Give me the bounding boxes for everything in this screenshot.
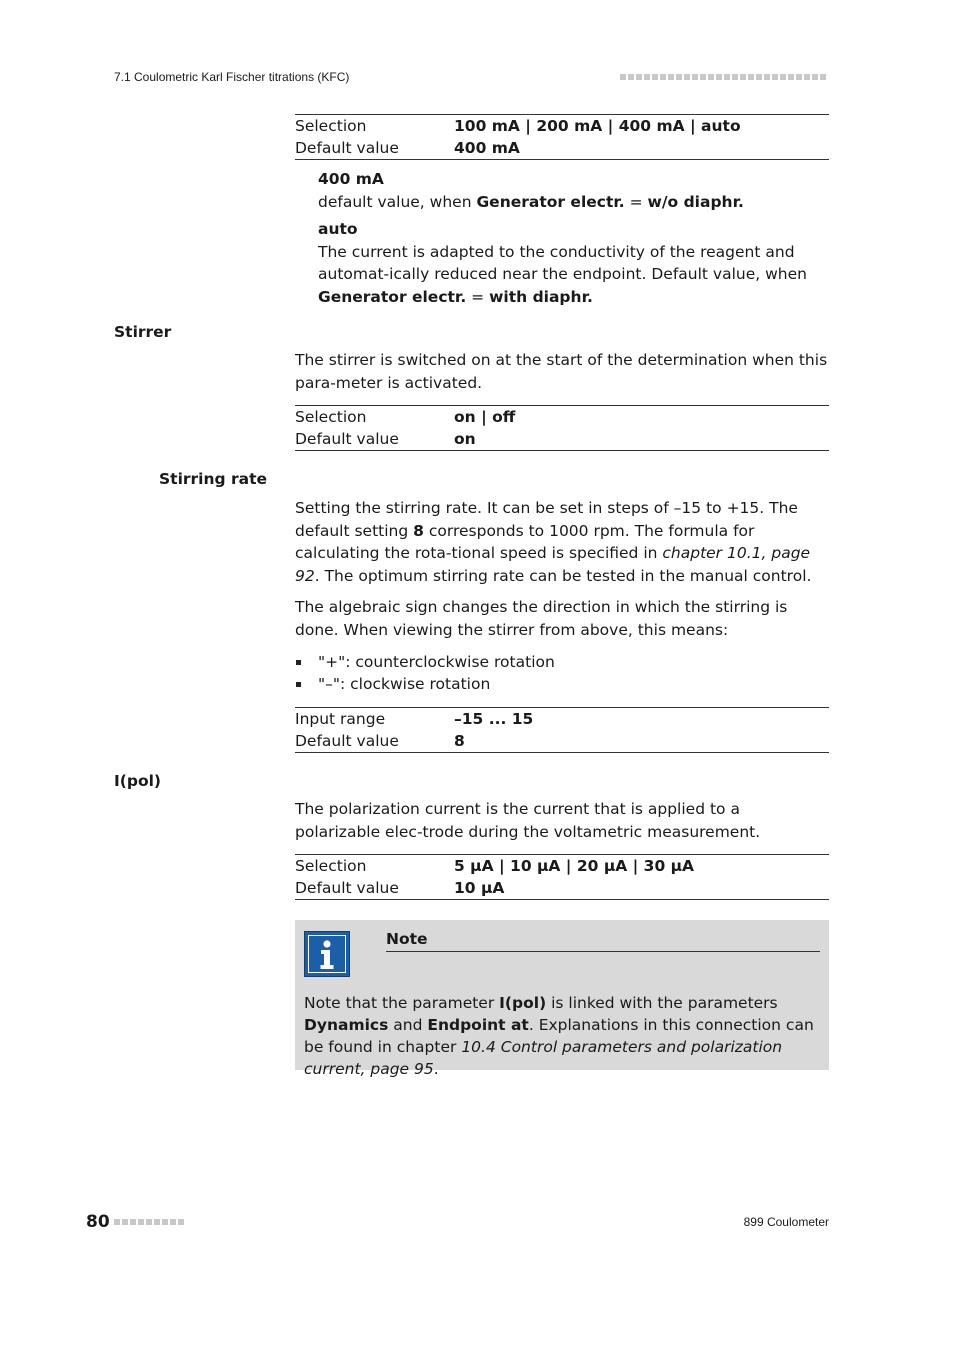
text-run: Setting the stirring rate. It can be set in steps of –15 to +15. The default setting — [295, 499, 798, 540]
stirring-direction-description: The algebraic sign changes the direction in which the stirring is done. When viewing the stirrer from above, this means: — [295, 598, 788, 639]
table-key: Selection — [295, 857, 367, 875]
list-item: "+": counterclockwise rotation — [295, 651, 829, 673]
table-key: Selection — [295, 117, 367, 135]
rotation-list — [295, 651, 829, 695]
text-run: . Explanations in this connection can be found in chapter — [304, 1016, 814, 1056]
ipol-table — [295, 854, 829, 900]
option-name: 400 mA — [318, 170, 384, 188]
section-heading-stirrer: Stirrer — [114, 323, 172, 341]
table-key: Input range — [295, 710, 386, 728]
chapter-reference: 10.4 Control parameters and polarization current, page 95 — [304, 1038, 783, 1078]
text-run: Note that the parameter — [304, 994, 500, 1012]
option-param-value: with diaphr. — [489, 287, 593, 306]
option-eq: = — [466, 287, 490, 306]
header-decoration — [620, 74, 826, 80]
param-name: I(pol) — [499, 994, 547, 1012]
stirrer-description: The stirrer is switched on at the start of the determination when this para-meter is activated. — [295, 351, 828, 392]
default-setting: 8 — [413, 521, 424, 540]
table-value: 5 µA | 10 µA | 20 µA | 30 µA — [454, 857, 695, 875]
stirring-rate-description — [295, 497, 829, 587]
product-name: 899 Coulometer — [743, 1215, 829, 1229]
table-key: Default value — [295, 430, 399, 448]
option-desc: default value, when — [318, 192, 477, 211]
option-name: auto — [318, 220, 358, 238]
table-value: –15 ... 15 — [454, 710, 534, 728]
option-auto — [318, 218, 829, 308]
table-value: on | off — [454, 408, 516, 426]
table-key: Default value — [295, 879, 399, 897]
param-name: Dynamics — [304, 1016, 389, 1034]
option-eq: = — [624, 192, 648, 211]
table-value: 10 µA — [454, 879, 505, 897]
option-param: Generator electr. — [476, 192, 625, 211]
section-heading-ipol: I(pol) — [114, 772, 161, 790]
option-desc: The current is adapted to the conductivity of the reagent and automat-ically reduced near the endpoint. Default value, when — [318, 242, 807, 283]
running-header: 7.1 Coulometric Karl Fischer titrations (KFC) — [114, 70, 350, 84]
note-box — [295, 920, 829, 1078]
text-run: is linked with the parameters — [546, 994, 778, 1012]
table-value: 100 mA | 200 mA | 400 mA | auto — [454, 117, 741, 135]
generator-current-table — [295, 114, 829, 160]
table-key: Default value — [295, 732, 399, 750]
stirrer-table — [295, 405, 829, 451]
table-key: Default value — [295, 139, 399, 157]
param-name: Endpoint at — [427, 1016, 529, 1034]
table-value: 8 — [454, 732, 465, 750]
note-text — [304, 992, 824, 1080]
stirring-rate-table — [295, 707, 829, 753]
text-run: corresponds to 1000 rpm. The formula for calculating the rota-tional speed is specified in — [295, 521, 755, 562]
text-run: . — [433, 1060, 439, 1078]
table-key: Selection — [295, 408, 367, 426]
table-value: on — [454, 430, 476, 448]
text-run: . The optimum stirring rate can be tested in the manual control. — [314, 566, 812, 585]
option-param-value: w/o diaphr. — [647, 192, 744, 211]
option-param: Generator electr. — [318, 287, 467, 306]
chapter-reference: chapter 10.1, page 92 — [295, 544, 811, 585]
text-run: and — [388, 1016, 428, 1034]
ipol-description: The polarization current is the current that is applied to a polarizable elec-trode during the voltametric measurement. — [295, 800, 761, 841]
option-400ma — [318, 168, 829, 213]
page-number: 80 — [86, 1212, 110, 1232]
list-item: "–": clockwise rotation — [295, 673, 829, 695]
info-icon — [304, 931, 350, 977]
section-heading-stirring-rate: Stirring rate — [159, 470, 268, 488]
footer-decoration — [114, 1219, 184, 1225]
table-value: 400 mA — [454, 139, 520, 157]
note-title: Note — [386, 928, 820, 952]
